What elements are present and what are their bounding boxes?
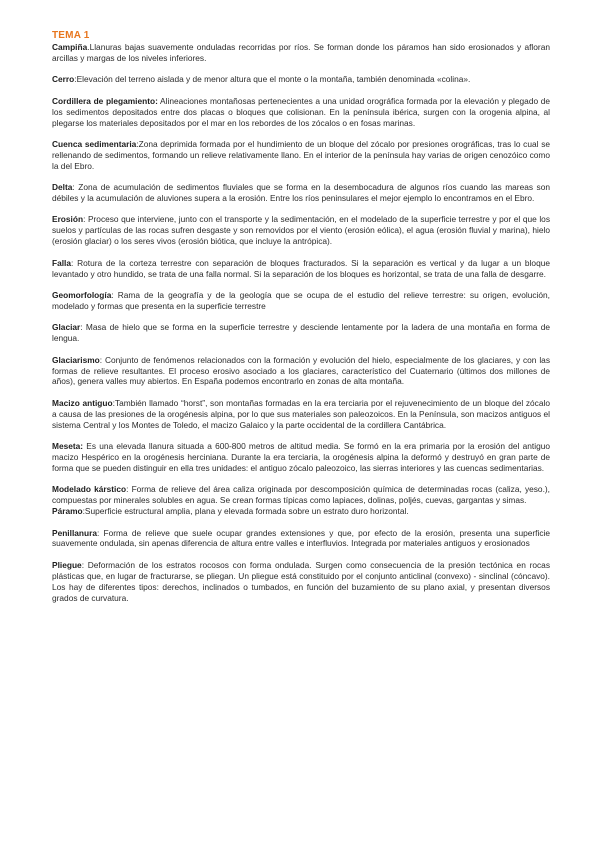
glossary-definition: : Deformación de los estratos rocosos con forma ondulada. Surgen como consecuencia de la presión tectónica en rocas plásticas que, en lugar de fracturarse, se pliegan. Un pliegue está constituido por el conjunto anticlinal (convexo) - sinclinal (cóncavo). Los hay de diferentes tipos: derechos, inclinados o tumbados, en función del buzamiento de su plano axial, y presentan diversos grados de curvatura. — [52, 559, 550, 603]
glossary-entry-cerro — [52, 74, 550, 85]
glossary-term: Macizo antiguo — [52, 397, 113, 408]
glossary-term: Modelado kárstico — [52, 484, 127, 495]
glossary-definition: .Llanuras bajas suavemente onduladas recorridas por ríos. Se forman donde los páramos han sido erosionados y afloran arcillas y margas de los niveles inferiores. — [52, 42, 550, 63]
glossary-term: Pliegue — [52, 559, 82, 570]
glossary-entry-modelado-karstico — [52, 484, 550, 506]
glossary-term: Glaciarismo — [52, 354, 100, 365]
glossary-term: Páramo — [52, 506, 83, 517]
glossary-definition: Alineaciones montañosas pertenecientes a una unidad orográfica formada por la elevación y plegado de los sedimentos depositados entre dos placas o bloques que colisionan. En la península ibérica, surgen con la orogenia alpina, al plegarse los materiales depositados por el mar en los rebordes de los zócalos o en fosas marinas. — [52, 95, 551, 128]
glossary-term: Cerro — [52, 74, 75, 85]
glossary-term: Geomorfología — [52, 290, 112, 300]
glossary-term: Meseta: — [52, 441, 84, 452]
glossary-entry-falla — [52, 258, 550, 280]
glossary-entry-paramo — [52, 506, 550, 517]
glossary-entry-macizo-antiguo — [52, 398, 550, 431]
glossary-entry-pliegue — [52, 560, 550, 604]
glossary-definition: : Rama de la geografía y de la geología que se ocupa de el estudio del relieve terrestre: su origen, evolución, modelado y formas que presenta en la superficie terrestre — [52, 290, 550, 311]
section-heading: TEMA 1 — [52, 30, 90, 41]
glossary-entry-delta — [52, 182, 550, 204]
glossary-entry-glaciarismo — [52, 355, 550, 388]
glossary-definition: :Superficie estructural amplia, plana y elevada formada sobre un estrato duro horizontal. — [82, 506, 409, 517]
glossary-definition: : Conjunto de fenómenos relacionados con la formación y evolución del hielo, especialmente de los glaciares, y con las formas de relieve resultantes. El proceso erosivo asociado a los glaciares, característico del Cuaternario (últimos dos millones de años), genera valles muy abiertos. En España podemos encontrarlo en zonas de alta montaña. — [52, 354, 550, 387]
glossary-definition: : Forma de relieve que suele ocupar grandes extensiones y que, por efecto de la erosión, presenta una superficie suavemente ondulada, sin apenas diferencia de altura entre valles e interfluvios. Integrada por materiales antiguos y erosionados — [52, 527, 550, 549]
glossary-definition: : Forma de relieve del área caliza originada por descomposición química de determinadas rocas (caliza, yeso.), compuestas por minerales solubles en agua. Se crean formas típicas como lapiaces, dolinas, poljés, cuevas, gargantas y simas. — [52, 484, 550, 506]
glossary-term: Erosión — [52, 214, 84, 225]
glossary-entry-meseta — [52, 441, 550, 474]
glossary-entry-erosion — [52, 214, 550, 247]
glossary-term: Glaciar — [52, 322, 81, 333]
glossary-term: Penillanura — [52, 527, 97, 538]
glossary-entry-cordillera — [52, 96, 550, 129]
glossary-entry-penillanura — [52, 528, 550, 550]
glossary-entry-cuenca — [52, 139, 550, 172]
glossary-term: Campiña — [52, 42, 88, 52]
glossary-definition: : Zona de acumulación de sedimentos fluviales que se forma en la desembocadura de algunos ríos cuando las mareas son débiles y la acumulación de aluviones supera a la erosión. Entre los ríos peninsulares el mejor ejemplo lo encontramos en el Ebro. — [52, 182, 550, 204]
glossary-entry-campina — [52, 42, 550, 64]
glossary-term: Falla — [52, 257, 72, 268]
glossary-term: Cordillera de plegamiento: — [52, 95, 158, 106]
glossary-term: Delta — [52, 182, 73, 193]
glossary-definition: Es una elevada llanura situada a 600-800 metros de altitud media. Se formó en la era primaria por la erosión del antiguo macizo Hespérico en la orogénesis herciniana. Durante la era terciaria, la orogénesis alpina la deformó y destruyó en gran parte de forma que se pueden distinguir en ella tres unidades: el antiguo zócalo paleozoico, las sierras interiores y las cuencas sedimentarias. — [52, 441, 550, 473]
glossary-definition: :Elevación del terreno aislada y de menor altura que el monte o la montaña, también denominada «colina». — [74, 74, 471, 85]
glossary-definition: : Masa de hielo que se forma en la superficie terrestre y desciende lentamente por la ladera de una montaña en forma de lengua. — [52, 322, 550, 344]
glossary-entry-glaciar — [52, 322, 550, 344]
glossary-definition: : Proceso que interviene, junto con el transporte y la sedimentación, en el modelado de la superficie terrestre y por el que los suelos y partículas de las rocas sufren desgaste y son removidos por el viento (erosión eólica), el agua (erosión fluvial y marina), hielo (erosión glaciar) o los seres vivos (erosión biótica, que incluye la antrópica). — [52, 214, 550, 247]
glossary-entry-geomorfologia — [52, 290, 550, 312]
glossary-term: Cuenca sedimentaria — [52, 138, 137, 149]
glossary-definition: :También llamado “horst”, son montañas formadas en la era terciaria por el rejuvenecimiento de un bloque del zócalo a causa de las presiones de la orogénesis alpina, por lo que sus materiales son paleozoicos. En la Península, son macizos antiguos el sistema Central y los Montes de Toledo, el macizo Galaico y la parte occidental de la cordillera Cantábrica. — [52, 397, 550, 430]
glossary-definition: : Rotura de la corteza terrestre con separación de bloques fracturados. Si la separación es vertical y da lugar a un bloque levantado y otro hundido, se trata de una falla normal. Si la separación de los bloques es horizontal, se trata de una falla de desgarre. — [52, 257, 550, 279]
glossary-definition: :Zona deprimida formada por el hundimiento de un bloque del zócalo por presiones orográficas, tras lo cual se rellenando de sedimentos, formando un relieve relativamente llano. En el interior de la península hay varias de origen cenozóico como la del Ebro. — [52, 138, 551, 171]
